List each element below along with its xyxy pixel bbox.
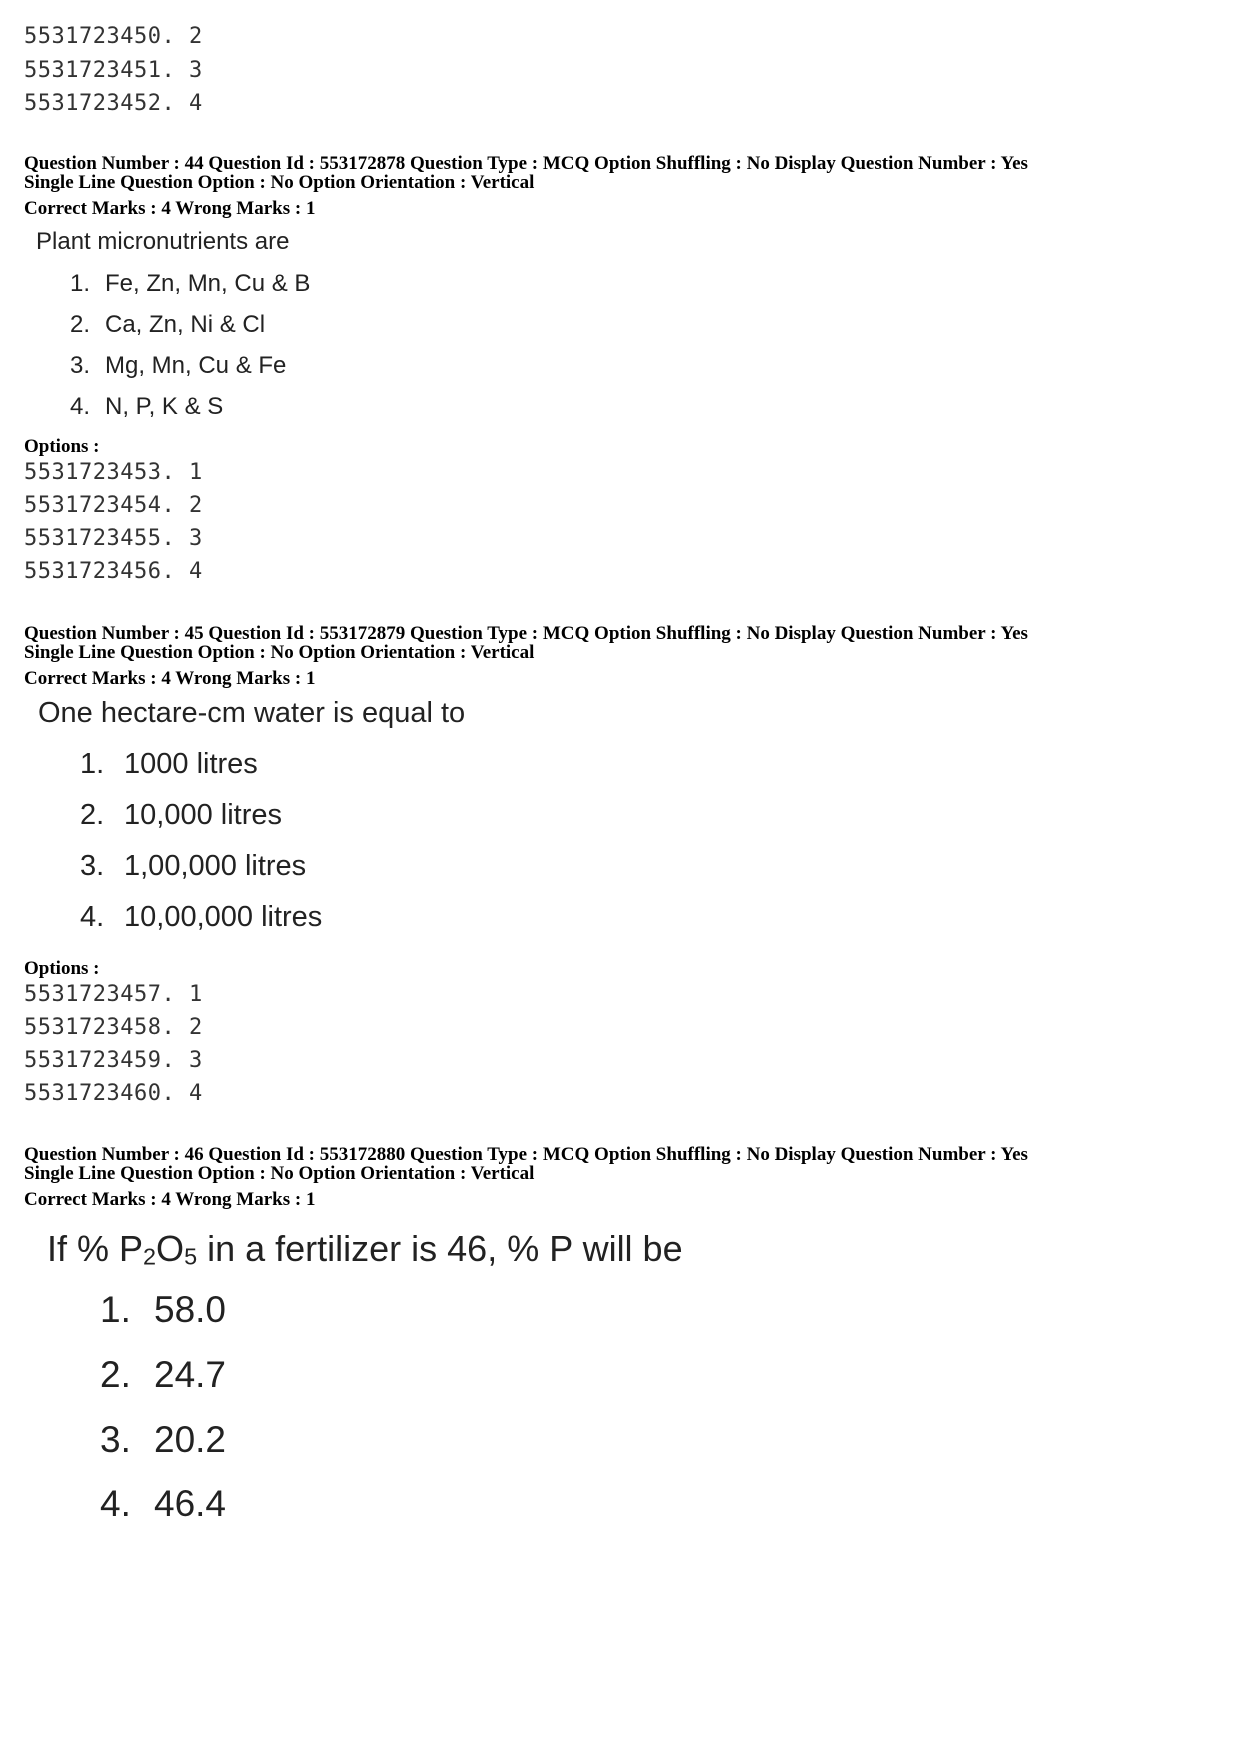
question-meta-line2: Single Line Question Option : No Option Orientation : Vertical — [24, 1163, 535, 1184]
option-id-line: 5531723458. 2 — [24, 1015, 203, 1040]
question-meta-line2: Single Line Question Option : No Option Orientation : Vertical — [24, 642, 535, 663]
option-id-line: 5531723457. 1 — [24, 982, 203, 1007]
question-stem: One hectare-cm water is equal to — [38, 697, 466, 729]
question-meta-line1: Question Number : 45 Question Id : 553172879 Question Type : MCQ Option Shuffling : No Display Question Number : Yes — [24, 623, 1028, 644]
option-id-line: 5531723451. 3 — [24, 58, 203, 83]
option-id-line: 5531723452. 4 — [24, 91, 203, 116]
choice-1: 1. Fe, Zn, Mn, Cu & B — [70, 270, 311, 297]
choice-3: 3. Mg, Mn, Cu & Fe — [70, 352, 287, 379]
question-marks: Correct Marks : 4 Wrong Marks : 1 — [24, 1189, 316, 1210]
choice-4: 4. 46.4 — [100, 1483, 227, 1524]
question-marks: Correct Marks : 4 Wrong Marks : 1 — [24, 198, 316, 219]
option-id-line: 5531723455. 3 — [24, 526, 203, 551]
question-stem: If % $P_2O_5$ in a fertilizer is 46, % P will be — [47, 1228, 683, 1270]
choice-4: 4. 10,00,000 litres — [80, 901, 323, 933]
question-meta-line1: Question Number : 44 Question Id : 553172878 Question Type : MCQ Option Shuffling : No Display Question Number : Yes — [24, 153, 1028, 174]
choice-1: 1. 58.0 — [100, 1289, 227, 1330]
option-id-line: 5531723454. 2 — [24, 493, 203, 518]
choice-3: 3. 20.2 — [100, 1419, 227, 1460]
question-marks: Correct Marks : 4 Wrong Marks : 1 — [24, 668, 316, 689]
choice-2: 2. 24.7 — [100, 1354, 227, 1395]
option-id-line: 5531723460. 4 — [24, 1081, 203, 1106]
options-label: Options : — [24, 436, 100, 457]
choice-2: 2. Ca, Zn, Ni & Cl — [70, 311, 266, 338]
question-stem: Plant micronutrients are — [36, 228, 290, 255]
choice-3: 3. 1,00,000 litres — [80, 850, 307, 882]
option-id-line: 5531723456. 4 — [24, 559, 203, 584]
option-id-line: 5531723459. 3 — [24, 1048, 203, 1073]
choice-4: 4. N, P, K & S — [70, 393, 224, 420]
options-label: Options : — [24, 958, 100, 979]
choice-1: 1. 1000 litres — [80, 748, 258, 780]
choice-2: 2. 10,000 litres — [80, 799, 282, 831]
question-meta-line2: Single Line Question Option : No Option Orientation : Vertical — [24, 172, 535, 193]
option-id-line: 5531723453. 1 — [24, 460, 203, 485]
question-meta-line1: Question Number : 46 Question Id : 553172880 Question Type : MCQ Option Shuffling : No Display Question Number : Yes — [24, 1144, 1028, 1165]
option-id-line: 5531723450. 2 — [24, 24, 203, 49]
